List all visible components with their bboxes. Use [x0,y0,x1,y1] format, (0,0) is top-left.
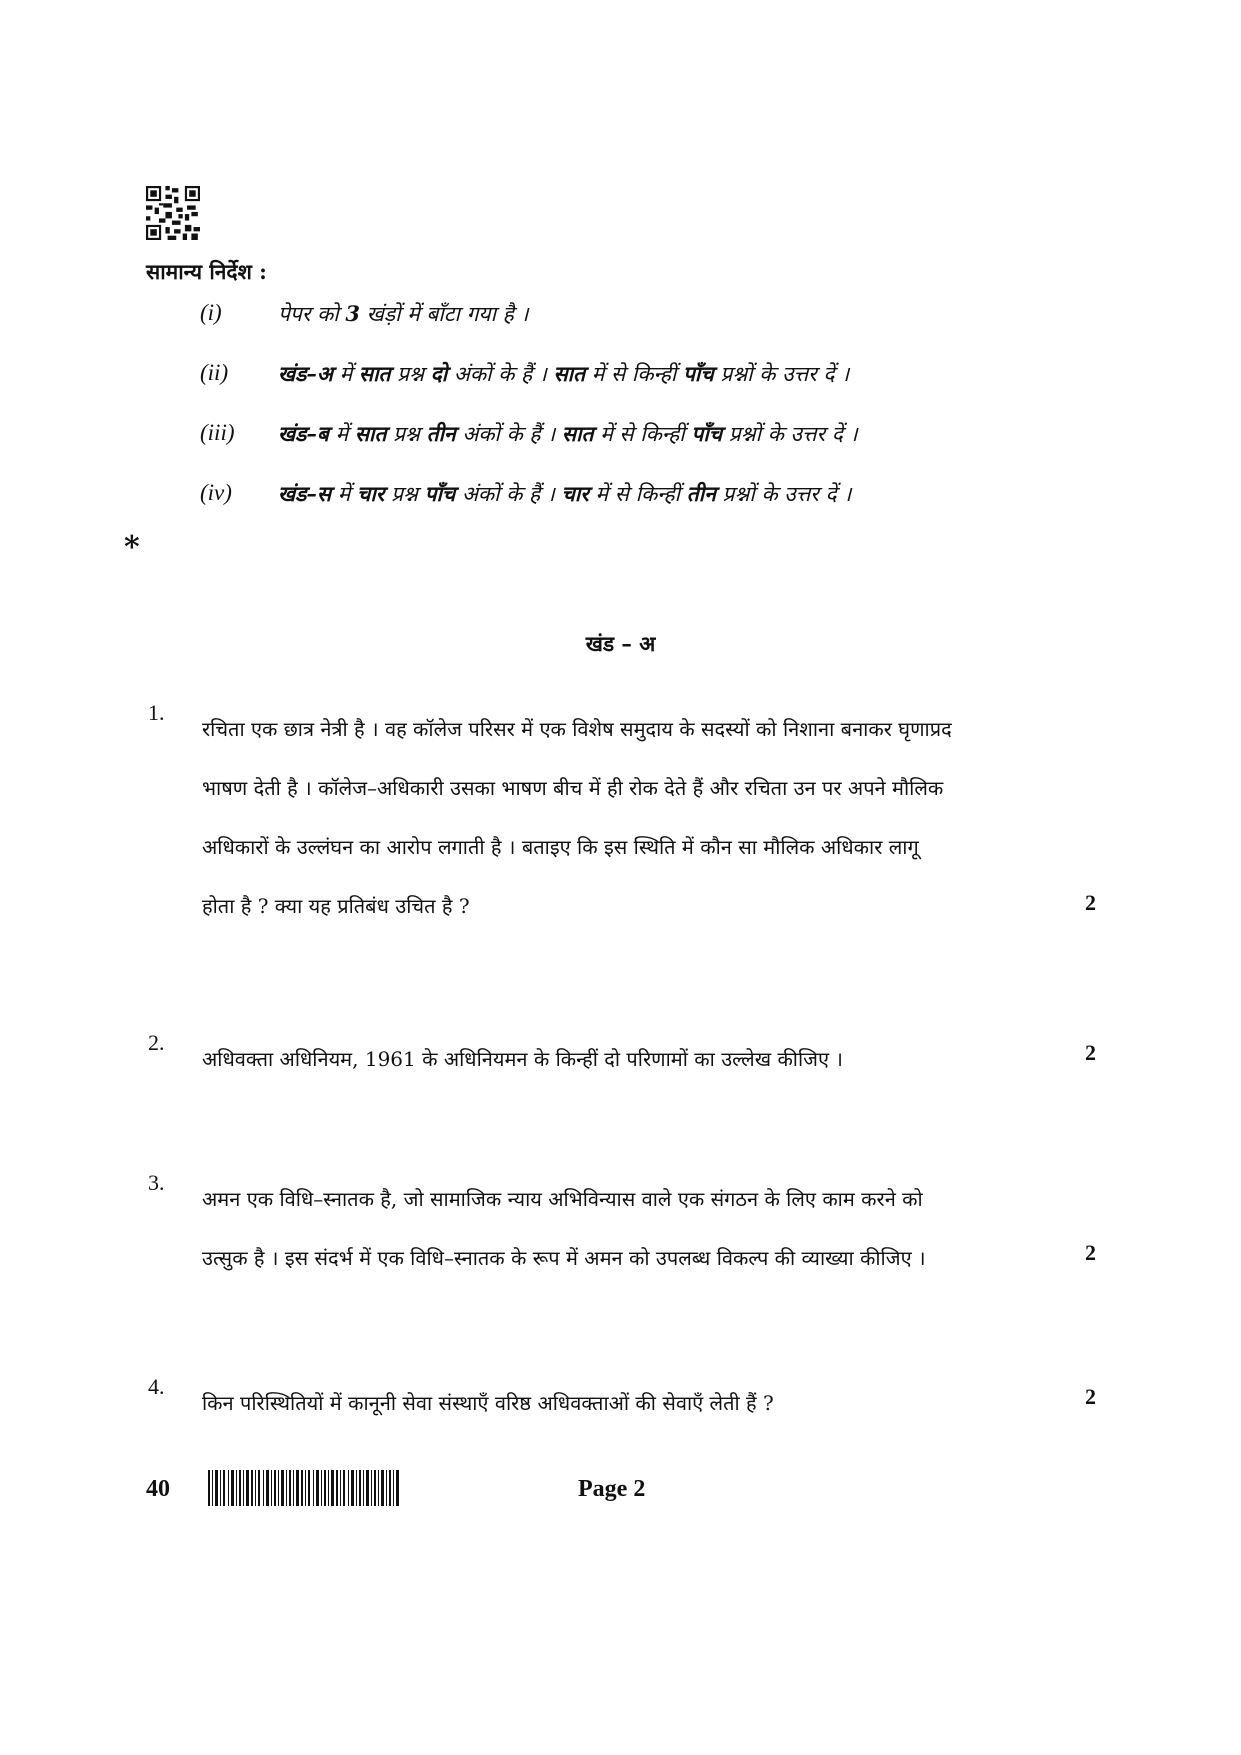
emphasis-text: पाँच [424,481,456,506]
question-number: 3. [148,1170,165,1195]
plain-text: प्रश्न [384,482,425,506]
emphasis-text: सात [358,361,391,386]
emphasis-text: 3 [345,301,360,326]
instruction-number: (ii) [200,360,229,385]
plain-text: प्रश्नों के उत्तर दें । [722,422,858,446]
emphasis-text: तीन [686,481,716,506]
question-text [202,1030,1042,1089]
question-1 [148,700,1096,936]
plain-text: खंड़ों में बाँटा गया है । [360,302,529,326]
instruction-number: (i) [200,300,222,325]
question-line: भाषण देती है । कॉलेज–अधिकारी उसका भाषण बीच में ही रोक देते हैं और रचिता उन पर अपने मौलिक [202,776,944,800]
question-line: अधिवक्ता अधिनियम, 1961 के अधिनियमन के किन्हीं दो परिणामों का उल्लेख कीजिए । [202,1047,844,1071]
plain-text: प्रश्नों के उत्तर दें । [715,482,852,506]
plain-text: प्रश्न [386,422,427,446]
emphasis-text: तीन [426,421,456,446]
instructions-title: सामान्य निर्देश : [146,259,267,284]
emphasis-text: सात [553,361,586,386]
question-line: अधिकारों के उल्लंघन का आरोप लगाती है । बताइए कि इस स्थिति में कौन सा मौलिक अधिकार लागू [202,835,919,859]
plain-text: में [331,482,358,506]
plain-text: में से किन्हीं [593,422,692,446]
instruction-item [200,360,849,388]
question-text [202,1170,1042,1288]
emphasis-text: दो [430,361,448,386]
emphasis-text: पाँच [683,361,714,386]
question-text [202,1374,1042,1433]
question-line: अमन एक विधि–स्नातक है, जो सामाजिक न्याय अभिविन्यास वाले एक संगठन के लिए काम करने को [202,1187,923,1211]
emphasis-text: सात [561,421,594,446]
instruction-text [278,480,851,508]
emphasis-text: चार [561,481,589,506]
instruction-number: (iv) [200,480,232,505]
question-marks: 2 [1085,1384,1096,1409]
instruction-text [278,420,858,448]
page-number: Page 2 [578,1476,646,1502]
instruction-text [278,360,849,388]
emphasis-text: खंड–ब [278,421,329,446]
question-line: रचिता एक छात्र नेत्री है । वह कॉलेज परिसर में एक विशेष समुदाय के सदस्यों को निशाना बनाकर घृणाप्रद [202,717,952,741]
plain-text: प्रश्न [390,362,431,386]
qr-code-icon [146,186,200,240]
emphasis-text: चार [357,481,385,506]
question-line: उत्सुक है । इस संदर्भ में एक विधि–स्नातक के रूप में अमन को उपलब्ध विकल्प की व्याख्या कीजिए । [202,1246,926,1270]
plain-text: में से किन्हीं [585,362,683,386]
question-4 [148,1374,1096,1433]
instruction-item [200,420,858,448]
plain-text: में [332,362,359,386]
instruction-number: (iii) [200,420,235,445]
question-line: किन परिस्थितियों में कानूनी सेवा संस्थाएँ वरिष्ठ अधिवक्ताओं की सेवाएँ लेती हैं ? [202,1391,774,1415]
question-number: 4. [148,1374,165,1399]
plain-text: अंकों के हैं । [447,362,554,386]
question-marks: 2 [1085,1240,1096,1265]
plain-text: में [328,422,355,446]
plain-text: अंकों के हैं । [455,482,562,506]
plain-text: में से किन्हीं [588,482,687,506]
instruction-item [200,300,528,328]
section-title: खंड – अ [585,631,656,656]
plain-text: पेपर को [278,302,346,326]
question-text [202,700,1042,936]
instruction-text [278,300,528,328]
question-number: 2. [148,1030,165,1055]
barcode-icon [208,1470,400,1506]
question-2 [148,1030,1096,1089]
question-marks: 2 [1085,1040,1096,1065]
question-line: होता है ? क्या यह प्रतिबंध उचित है ? [202,894,470,918]
paper-code: 40 [146,1476,170,1502]
plain-text: अंकों के हैं । [455,422,562,446]
question-number: 1. [148,700,165,725]
instruction-item [200,480,851,508]
plain-text: प्रश्नों के उत्तर दें । [713,362,850,386]
emphasis-text: सात [354,421,387,446]
asterisk-mark: * [124,530,140,565]
emphasis-text: पाँच [691,421,723,446]
question-3 [148,1170,1096,1288]
question-marks: 2 [1085,890,1096,915]
emphasis-text: खंड–स [278,481,332,506]
emphasis-text: खंड–अ [278,361,333,386]
